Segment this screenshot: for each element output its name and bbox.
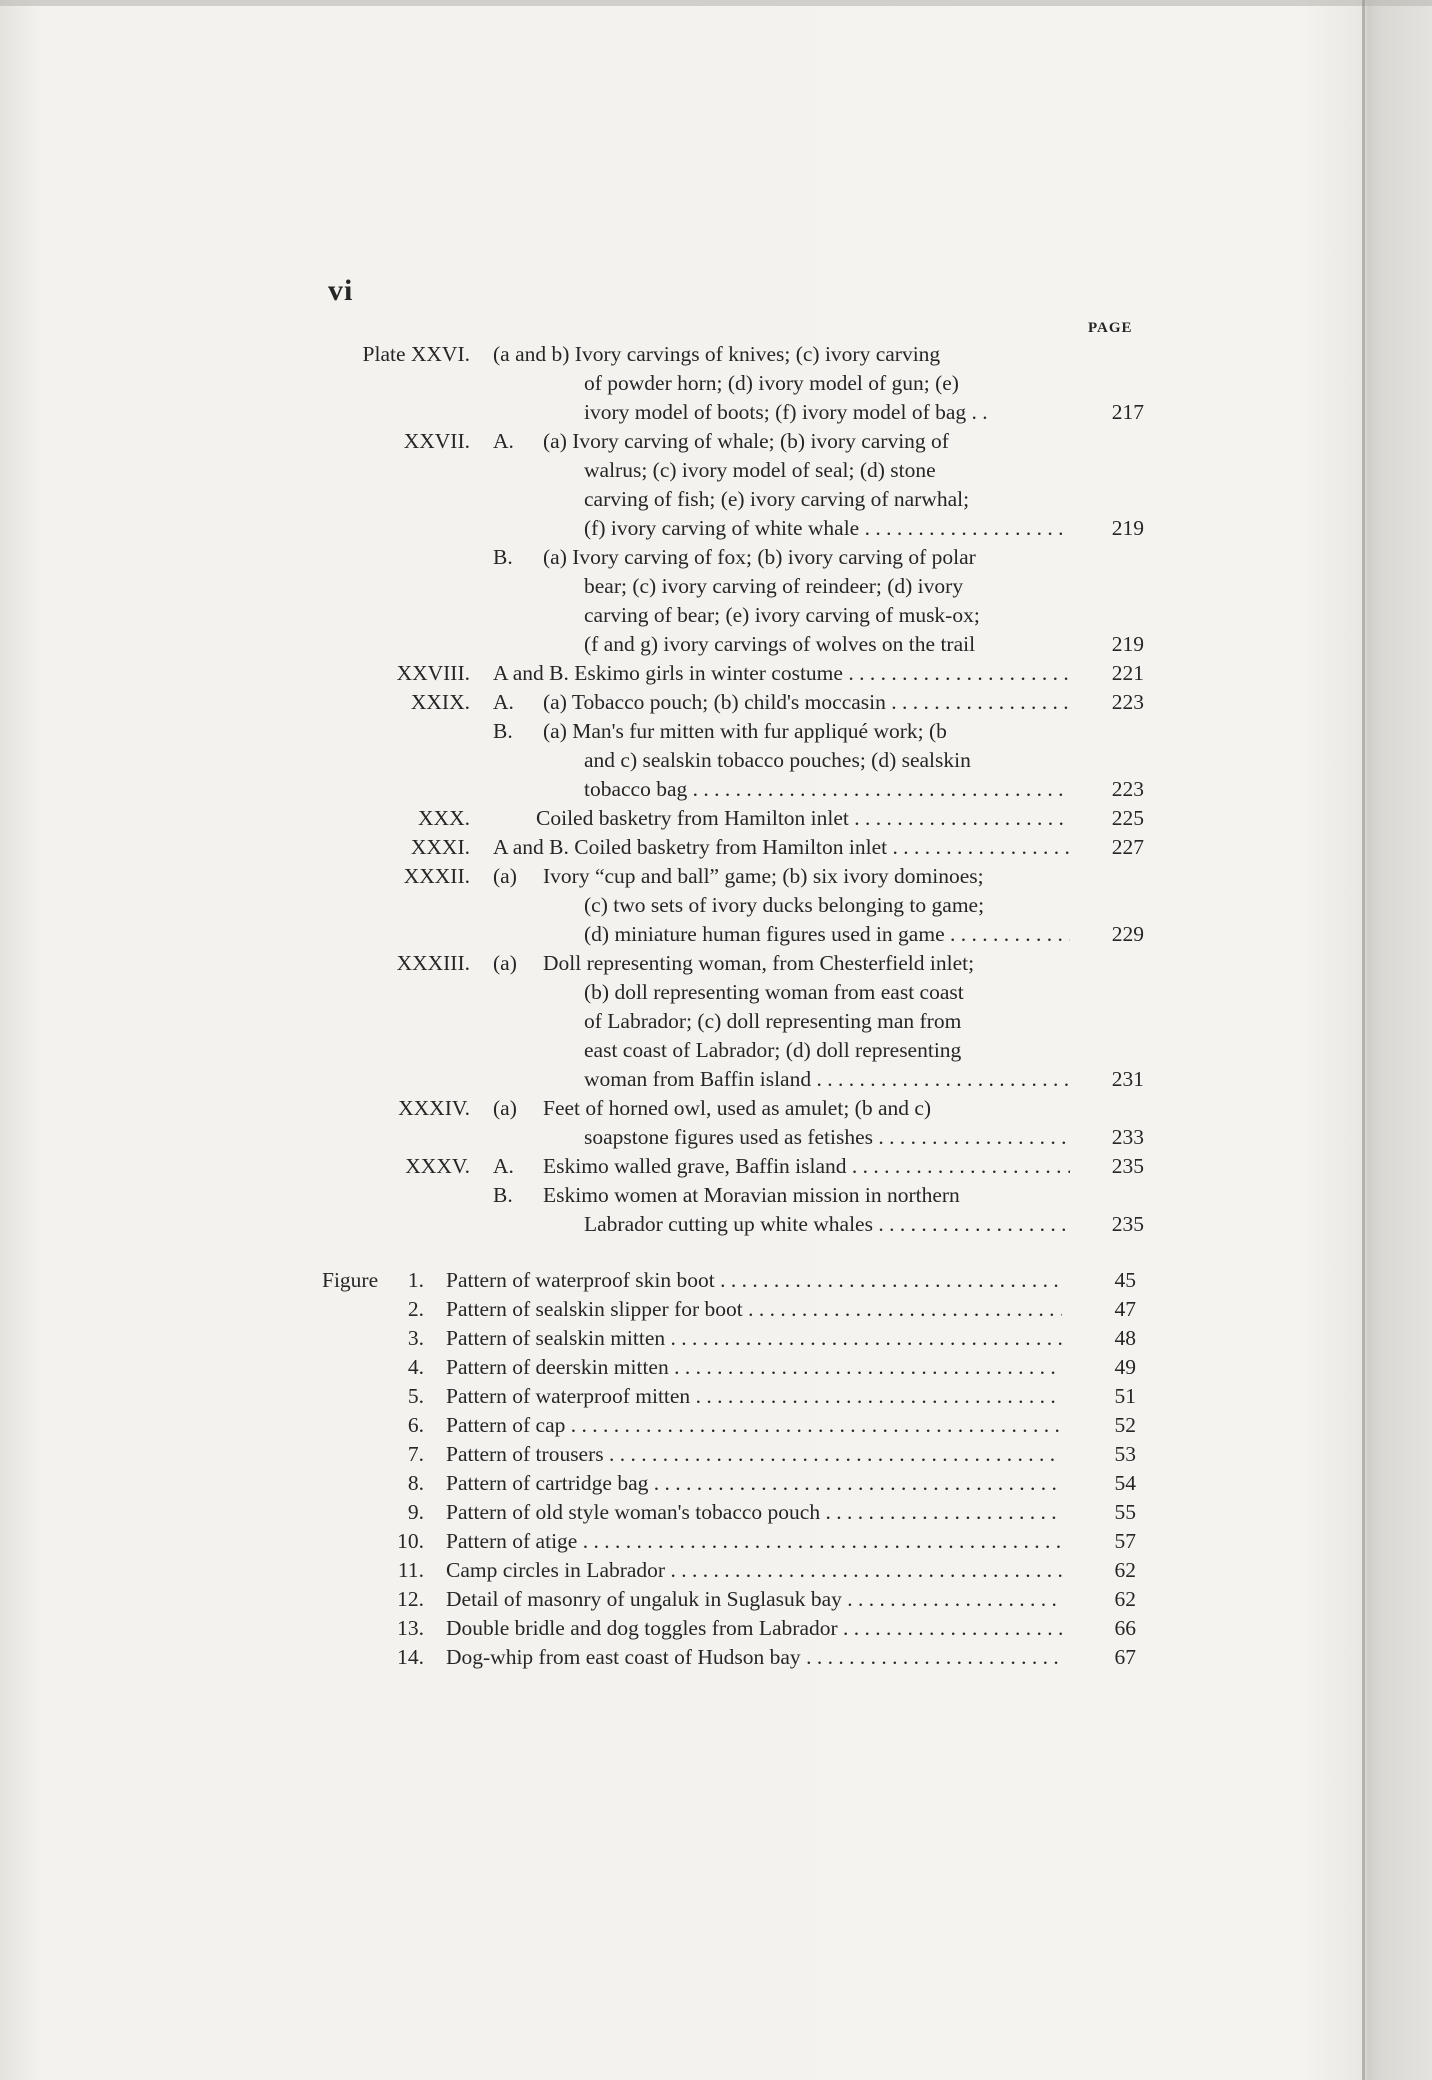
plate-entry	[0, 485, 1200, 514]
figure-number: 11.	[397, 1558, 424, 1582]
plate-caption: carving of fish; (e) ivory carving of narwhal;	[584, 487, 970, 511]
plate-entry	[0, 543, 1200, 572]
plate-entry	[0, 630, 1200, 659]
figure-caption: Dog-whip from east coast of Hudson bay . . .	[446, 1643, 1062, 1672]
figure-page-number: 49	[1114, 1355, 1136, 1379]
figure-entry	[0, 1614, 1200, 1643]
plate-entry	[0, 1094, 1200, 1123]
plate-subpart-label: (a)	[493, 951, 517, 975]
plate-caption: A and B. Eskimo girls in winter costume . . .	[493, 659, 1070, 688]
plate-label: XXIX.	[410, 690, 470, 714]
figure-page-number: 47	[1114, 1297, 1136, 1321]
plate-entry	[0, 775, 1200, 804]
figure-number: 3.	[407, 1326, 424, 1350]
plate-entry	[0, 1152, 1200, 1181]
figure-number: 8.	[407, 1471, 424, 1495]
dot-leader	[843, 661, 1070, 685]
plate-caption: (a) Tobacco pouch; (b) child's moccasin . . .	[543, 688, 1070, 717]
figure-caption: Pattern of cap . . .	[446, 1411, 1062, 1440]
figure-caption: Pattern of atige . . .	[446, 1527, 1062, 1556]
figure-caption: Pattern of waterproof mitten . . .	[446, 1382, 1062, 1411]
dot-leader	[743, 1297, 1062, 1321]
plate-subpart-label: (a)	[493, 864, 517, 888]
plate-entry	[0, 920, 1200, 949]
plate-subpart-label: B.	[493, 1183, 513, 1207]
figure-page-number: 53	[1114, 1442, 1136, 1466]
figure-caption: Pattern of old style woman's tobacco pouch . . .	[446, 1498, 1062, 1527]
plate-caption: soapstone figures used as fetishes . . .	[584, 1123, 1070, 1152]
figure-caption: Detail of masonry of ungaluk in Suglasuk bay . . .	[446, 1585, 1062, 1614]
dot-leader	[859, 516, 1070, 540]
plate-caption: bear; (c) ivory carving of reindeer; (d) ivory	[584, 574, 964, 598]
plate-page-number: 227	[1111, 835, 1144, 859]
figure-entry	[0, 1411, 1200, 1440]
plate-page-number: 221	[1111, 661, 1144, 685]
plate-label: XXVII.	[403, 429, 470, 453]
figure-caption: Pattern of cartridge bag . . .	[446, 1469, 1062, 1498]
dot-leader	[849, 806, 1070, 830]
plate-caption: (a) Ivory carving of fox; (b) ivory carving of polar	[543, 545, 976, 569]
figure-page-number: 54	[1114, 1471, 1136, 1495]
plate-page-number: 235	[1111, 1154, 1144, 1178]
plate-page-number: 225	[1111, 806, 1144, 830]
figure-entry	[0, 1585, 1200, 1614]
plate-entry	[0, 398, 1200, 427]
figure-number: 5.	[407, 1384, 424, 1408]
plate-entry	[0, 427, 1200, 456]
plate-page-number: 223	[1111, 690, 1144, 714]
figure-number: 1.	[407, 1268, 424, 1292]
dot-leader	[801, 1645, 1062, 1669]
figure-caption: Pattern of trousers . . .	[446, 1440, 1062, 1469]
figure-entry	[0, 1440, 1200, 1469]
plate-caption: east coast of Labrador; (d) doll representing	[584, 1038, 962, 1062]
plate-caption: and c) sealskin tobacco pouches; (d) sealskin	[584, 748, 971, 772]
plate-caption: Doll representing woman, from Chesterfield inlet;	[543, 951, 975, 975]
dot-leader	[886, 690, 1070, 714]
plate-caption: Eskimo women at Moravian mission in northern	[543, 1183, 960, 1207]
figure-entry	[0, 1295, 1200, 1324]
plate-caption: carving of bear; (e) ivory carving of musk-ox;	[584, 603, 980, 627]
dot-leader	[887, 835, 1070, 859]
plate-entry	[0, 746, 1200, 775]
plate-entry	[0, 1181, 1200, 1210]
figure-number: 9.	[407, 1500, 424, 1524]
figure-caption: Pattern of waterproof skin boot . . .	[446, 1266, 1062, 1295]
figure-entry	[0, 1353, 1200, 1382]
figure-page-number: 55	[1114, 1500, 1136, 1524]
plate-entry	[0, 456, 1200, 485]
dot-leader	[842, 1587, 1062, 1611]
dot-leader	[665, 1558, 1062, 1582]
plate-entry	[0, 717, 1200, 746]
dot-leader	[690, 1384, 1062, 1408]
plate-caption: of powder horn; (d) ivory model of gun; (e)	[584, 371, 959, 395]
dot-leader	[577, 1529, 1062, 1553]
plate-subpart-label: A.	[493, 429, 514, 453]
plate-entry	[0, 804, 1200, 833]
dot-leader	[669, 1355, 1062, 1379]
plate-caption: Coiled basketry from Hamilton inlet . . .	[536, 804, 1070, 833]
plate-caption: Feet of horned owl, used as amulet; (b and c)	[543, 1096, 932, 1120]
plate-entry	[0, 572, 1200, 601]
plate-page-number: 219	[1111, 632, 1144, 656]
figure-number: 7.	[407, 1442, 424, 1466]
plate-entry	[0, 1210, 1200, 1239]
plate-entry	[0, 949, 1200, 978]
plate-subpart-label: (a)	[493, 1096, 517, 1120]
plate-label: XXXV.	[405, 1154, 470, 1178]
dot-leader	[648, 1471, 1062, 1495]
plate-page-number: 229	[1111, 922, 1144, 946]
dot-leader	[838, 1616, 1062, 1640]
plate-subpart-label: B.	[493, 719, 513, 743]
figure-caption: Camp circles in Labrador . . .	[446, 1556, 1062, 1585]
plate-entry	[0, 514, 1200, 543]
figure-caption: Pattern of sealskin slipper for boot . . .	[446, 1295, 1062, 1324]
figure-entry	[0, 1382, 1200, 1411]
dot-leader	[873, 1212, 1070, 1236]
figure-number: 12.	[397, 1587, 424, 1611]
figure-entry	[0, 1324, 1200, 1353]
plate-label: XXXIV.	[398, 1096, 470, 1120]
figures-heading: Figure	[322, 1268, 379, 1292]
plate-caption: Eskimo walled grave, Baffin island . . .	[543, 1152, 1070, 1181]
figure-number: 4.	[407, 1355, 424, 1379]
plate-caption: (b) doll representing woman from east coast	[584, 980, 964, 1004]
plate-caption: ivory model of boots; (f) ivory model of bag . .	[584, 400, 988, 424]
plate-caption: (a) Man's fur mitten with fur appliqué work; (b	[543, 719, 947, 743]
scan-top-edge	[0, 0, 1432, 6]
plate-entry	[0, 833, 1200, 862]
plate-caption: woman from Baffin island . . .	[584, 1065, 1070, 1094]
plate-entry	[0, 1123, 1200, 1152]
plate-page-number: 231	[1111, 1067, 1144, 1091]
figure-page-number: 45	[1114, 1268, 1136, 1292]
plate-label: XXXII.	[403, 864, 470, 888]
figure-entry	[0, 1643, 1200, 1672]
dot-leader	[873, 1125, 1070, 1149]
plate-entry	[0, 601, 1200, 630]
plate-label: Plate XXVI.	[362, 342, 470, 366]
plate-label: XXX.	[418, 806, 470, 830]
figure-page-number: 66	[1114, 1616, 1136, 1640]
plate-entry	[0, 659, 1200, 688]
page-column-heading: PAGE	[1088, 320, 1133, 336]
figure-number: 6.	[407, 1413, 424, 1437]
figure-entry	[0, 1498, 1200, 1527]
plate-caption: (f) ivory carving of white whale . . .	[584, 514, 1070, 543]
figure-page-number: 51	[1114, 1384, 1136, 1408]
plate-page-number: 217	[1111, 400, 1144, 424]
plate-caption: (a and b) Ivory carvings of knives; (c) ivory carving	[493, 342, 941, 366]
plate-page-number: 223	[1111, 777, 1144, 801]
plate-caption: (a) Ivory carving of whale; (b) ivory carving of	[543, 429, 949, 453]
dot-leader	[665, 1326, 1062, 1350]
figure-caption: Pattern of deerskin mitten . . .	[446, 1353, 1062, 1382]
plate-entry	[0, 1036, 1200, 1065]
plate-caption: Ivory “cup and ball” game; (b) six ivory dominoes;	[543, 864, 984, 888]
figure-number: 14.	[397, 1645, 424, 1669]
plate-caption: A and B. Coiled basketry from Hamilton inlet . . .	[493, 833, 1070, 862]
plate-subpart-label: B.	[493, 545, 513, 569]
plate-caption: (c) two sets of ivory ducks belonging to game;	[584, 893, 985, 917]
dot-leader	[820, 1500, 1062, 1524]
plate-subpart-label: A.	[493, 1154, 514, 1178]
plate-entry	[0, 891, 1200, 920]
plate-label: XXXI.	[410, 835, 470, 859]
plate-caption: walrus; (c) ivory model of seal; (d) stone	[584, 458, 936, 482]
dot-leader	[687, 777, 1070, 801]
plate-entry	[0, 688, 1200, 717]
figure-page-number: 67	[1114, 1645, 1136, 1669]
plate-label: XXVIII.	[396, 661, 470, 685]
plate-caption: (f and g) ivory carvings of wolves on the trail	[584, 632, 976, 656]
plate-entry	[0, 369, 1200, 398]
plate-entry	[0, 340, 1200, 369]
figure-caption: Double bridle and dog toggles from Labrador . . .	[446, 1614, 1062, 1643]
plate-entry	[0, 1007, 1200, 1036]
dot-leader	[604, 1442, 1062, 1466]
figure-entry	[0, 1556, 1200, 1585]
plate-caption: tobacco bag . . .	[584, 775, 1070, 804]
figure-page-number: 52	[1114, 1413, 1136, 1437]
figure-number: 13.	[397, 1616, 424, 1640]
plate-entry	[0, 1065, 1200, 1094]
plate-caption: Labrador cutting up white whales . . .	[584, 1210, 1070, 1239]
plate-caption: (d) miniature human figures used in game . . .	[584, 920, 1070, 949]
plate-label: XXXIII.	[396, 951, 470, 975]
figure-page-number: 62	[1114, 1587, 1136, 1611]
plate-entry	[0, 978, 1200, 1007]
figure-entry	[0, 1469, 1200, 1498]
plate-page-number: 219	[1111, 516, 1144, 540]
dot-leader	[847, 1154, 1070, 1178]
dot-leader	[945, 922, 1070, 946]
figure-caption: Pattern of sealskin mitten . . .	[446, 1324, 1062, 1353]
plate-subpart-label: A.	[493, 690, 514, 714]
figure-page-number: 62	[1114, 1558, 1136, 1582]
plate-entry	[0, 862, 1200, 891]
figure-entry	[0, 1266, 1200, 1295]
plate-page-number: 235	[1111, 1212, 1144, 1236]
plate-caption: of Labrador; (c) doll representing man from	[584, 1009, 962, 1033]
dot-leader	[565, 1413, 1062, 1437]
figure-page-number: 57	[1114, 1529, 1136, 1553]
plate-page-number: 233	[1111, 1125, 1144, 1149]
figure-entry	[0, 1527, 1200, 1556]
figure-page-number: 48	[1114, 1326, 1136, 1350]
dot-leader	[811, 1067, 1070, 1091]
figure-number: 10.	[397, 1529, 424, 1553]
figure-number: 2.	[407, 1297, 424, 1321]
page-number-folio: vi	[328, 274, 354, 307]
dot-leader	[715, 1268, 1062, 1292]
page-gutter-edge	[1362, 0, 1365, 2080]
